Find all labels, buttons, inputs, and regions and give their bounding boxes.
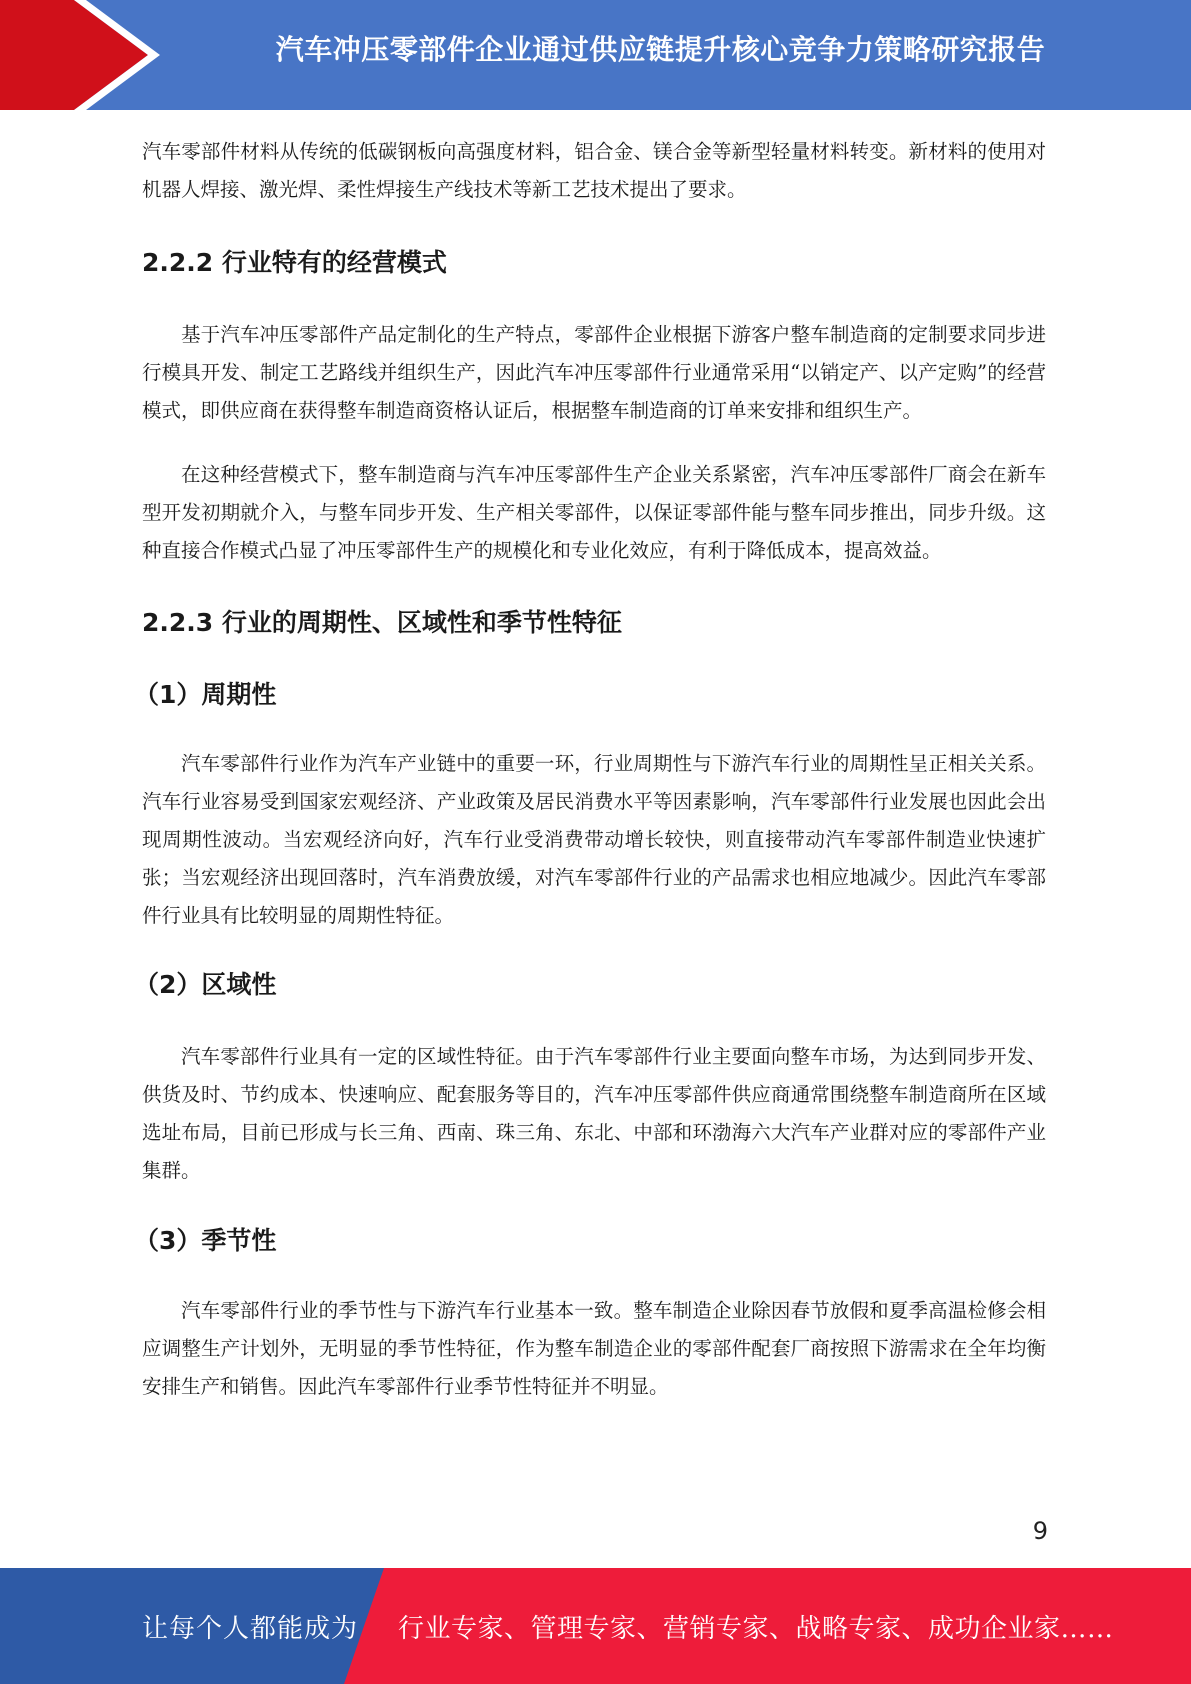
subsection-heading-regionality: （2）区域性 [134,970,277,999]
section-2-2-2-paragraph-1: 基于汽车冲压零部件产品定制化的生产特点，零部件企业根据下游客户整车制造商的定制要求同步进行模具开发、制定工艺路线并组织生产，因此汽车冲压零部件行业通常采用“以销定产、以产定购”的经营模式，即供应商在获得整车制造商资格认证后，根据整车制造商的订单来安排和组织生产。 [142,323,1046,422]
section-2-2-2-paragraph-2: 在这种经营模式下，整车制造商与汽车冲压零部件生产企业关系紧密，汽车冲压零部件厂商会在新车型开发初期就介入，与整车同步开发、生产相关零部件，以保证零部件能与整车同步推出，同步升级。这种直接合作模式凸显了冲压零部件生产的规模化和专业化效应，有利于降低成本，提高效益。 [142,463,1046,562]
header-title: 汽车冲压零部件企业通过供应链提升核心竞争力策略研究报告 [275,33,1046,66]
footer-slogan-right: 行业专家、管理专家、营销专家、战略专家、成功企业家…… [398,1613,1114,1644]
subsection-cyclicality-paragraph: 汽车零部件行业作为汽车产业链中的重要一环，行业周期性与下游汽车行业的周期性呈正相关关系。汽车行业容易受到国家宏观经济、产业政策及居民消费水平等因素影响，汽车零部件行业发展也因此会出现周期性波动。当宏观经济向好，汽车行业受消费带动增长较快，则直接带动汽车零部件制造业快速扩张；当宏观经济出现回落时，汽车消费放缓，对汽车零部件行业的产品需求也相应地减少。因此汽车零部件行业具有比较明显的周期性特征。 [142,752,1046,927]
page-number: 9 [1032,1517,1048,1545]
subsection-seasonality-paragraph: 汽车零部件行业的季节性与下游汽车行业基本一致。整车制造企业除因春节放假和夏季高温检修会相应调整生产计划外，无明显的季节性特征，作为整车制造企业的零部件配套厂商按照下游需求在全年均衡安排生产和销售。因此汽车零部件行业季节性特征并不明显。 [142,1299,1046,1398]
header-red-chevron [0,0,148,110]
document-body [134,133,1046,1406]
footer-slogan-left: 让每个人都能成为 [142,1613,359,1644]
subsection-heading-cyclicality: （1）周期性 [134,680,277,709]
subsection-regionality-paragraph: 汽车零部件行业具有一定的区域性特征。由于汽车零部件行业主要面向整车市场，为达到同步开发、供货及时、节约成本、快速响应、配套服务等目的，汽车冲压零部件供应商通常围绕整车制造商所在区域选址布局，目前已形成与长三角、西南、珠三角、东北、中部和环渤海六大汽车产业群对应的零部件产业集群。 [142,1045,1046,1182]
page-header [0,0,1191,110]
intro-paragraph: 汽车零部件材料从传统的低碳钢板向高强度材料，铝合金、镁合金等新型轻量材料转变。新材料的使用对机器人焊接、激光焊、柔性焊接生产线技术等新工艺技术提出了要求。 [142,140,1046,201]
section-heading-2-2-3: 2.2.3 行业的周期性、区域性和季节性特征 [142,608,622,637]
page-footer [0,1568,1191,1684]
subsection-heading-seasonality: （3）季节性 [134,1226,277,1255]
section-heading-2-2-2: 2.2.2 行业特有的经营模式 [142,248,447,277]
